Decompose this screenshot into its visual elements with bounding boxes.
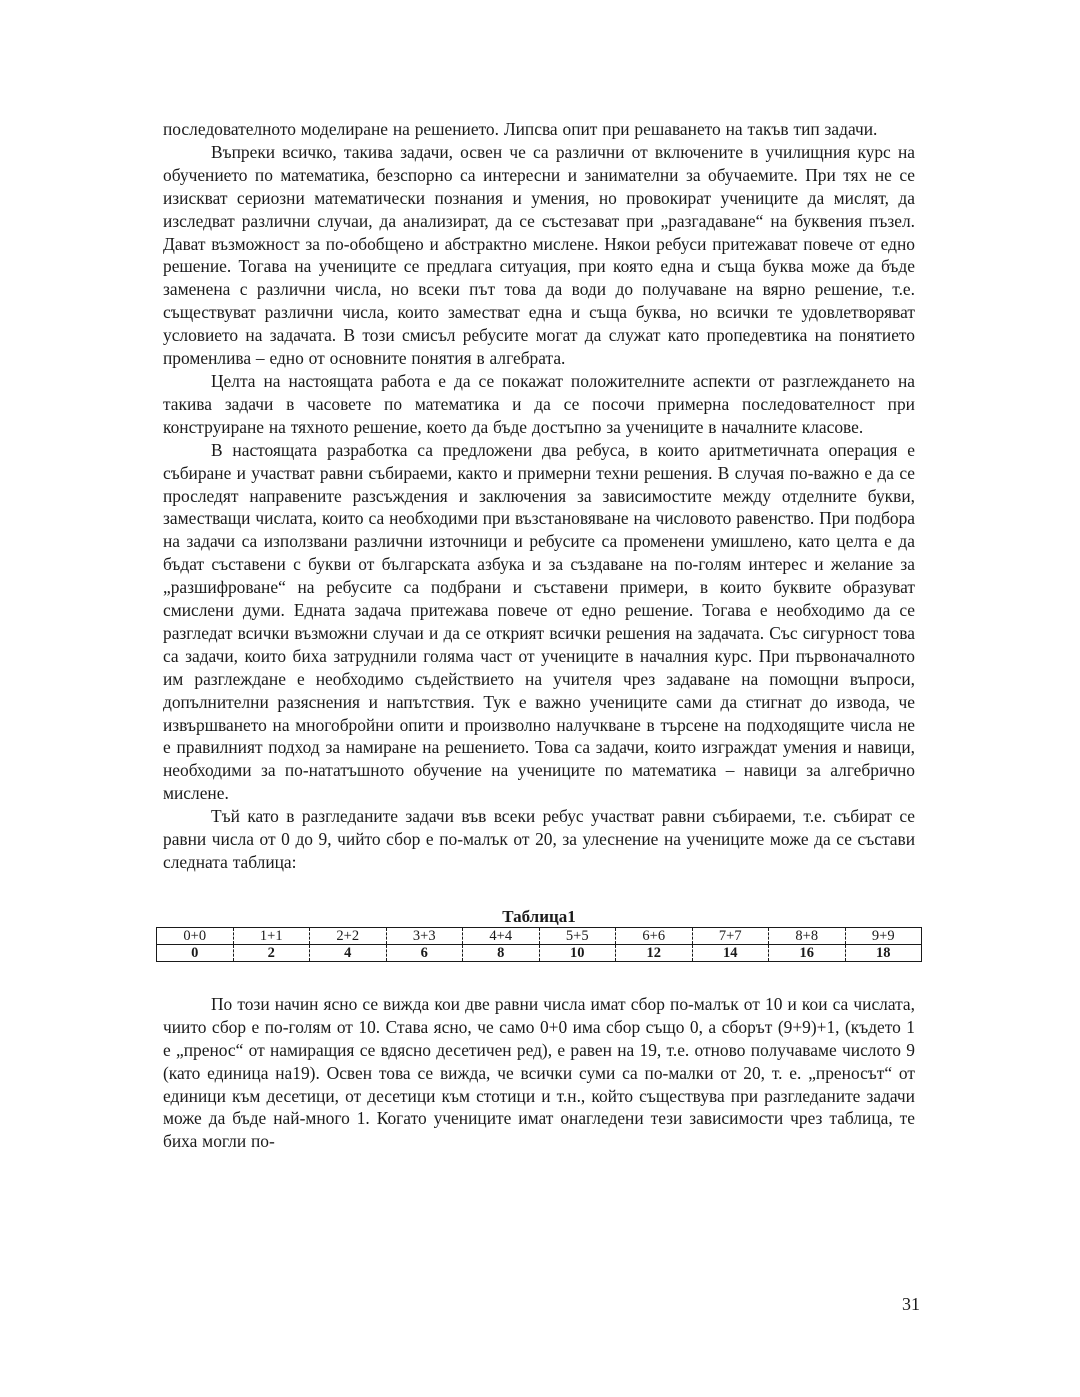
table-cell-expression: 0+0 (157, 927, 234, 944)
table-row-expressions (157, 927, 922, 944)
paragraph-goal: Целта на настоящата работа е да се покажат положителните аспекти от разглеждането на такива задачи в часовете по математика и да се посочи примерна последователност при конструиране на тяхното решение, което да бъде достъпно за учениците в началните класове. (163, 370, 915, 437)
table-cell-sum: 4 (310, 944, 387, 961)
table-cell-sum: 2 (233, 944, 310, 961)
paragraph-after-table: По този начин ясно се вижда кои две равни числа имат сбор по-малък от 10 и кои са числата, чиито сбор е по-голям от 10. Става ясно, че само 0+0 има сбор също 0, а сборът (9+9)+1, (където 1 е „пренос“ от намиращия се вдясно десетичен ред), е равен на 19, т.е. отново получаваме числото 9 (като единица на19). Освен това се вижда, че всички суми са по-малки от 20, т. е. „преносът“ от единици към десетици, от десетици към стотици и т.н., който съществува при разгледаните задачи може да бъде най-много 1. Когато учениците имат онагледени тези зависимости чрез таблица, те биха могли по- (163, 993, 915, 1152)
table-cell-sum: 10 (539, 944, 616, 961)
table-cell-expression: 2+2 (310, 927, 387, 944)
paragraph-rebus-benefits: Въпреки всичко, такива задачи, освен че са различни от включените в училищния курс на обучението по математика, безспорно са интересни и занимателни за обучаемите. При тях не се изискват сериозни математически познания и умения, но провокират учениците да мислят, да изследват различни случаи, да анализират, да се състезават при „разгадаване“ на буквения пъзел. Дават възможност за по-обобщено и абстрактно мислене. Някои ребуси притежават повече от едно решение. Тогава на учениците се предлага ситуация, при която една и съща буква може да бъде заменена с различни числа, но всеки път това да води до получаване на вярно решение, т.е. съществуват различни числа, които заместват една и съща буква, но всички те удовлетворяват условието на задачата. В този смисъл ребусите могат да служат като пропедевтика на понятието променлива – едно от основните понятия в алгебрата. (163, 141, 915, 369)
table-cell-expression: 4+4 (463, 927, 540, 944)
paragraph-table-intro: Тъй като в разгледаните задачи във всеки ребус участват равни събираеми, т.е. събират се равни числа от 0 до 9, чийто сбор е по-малък от 20, за улеснение на учениците може да се състави следната таблица: (163, 806, 915, 872)
sums-table-block (163, 908, 915, 962)
table-cell-expression: 7+7 (692, 927, 769, 944)
table-cell-expression: 8+8 (769, 927, 846, 944)
paragraph-development: В настоящата разработка са предложени два ребуса, в които аритметичната операция е събиране и участват равни събираеми, както и примерни техни решения. В случая по-важно е да се проследят направените разсъждения и заключения за зависимостите между отделните букви, заместващи числата, които са необходими при възстановяване на числовото равенство. При подбора на задачи са използвани различни източници и ребусите са променени умишлено, като целта е да бъдат съставени с букви от българската азбука и за създаване на по-голям интерес и желание за „разшифроване“ на ребусите са подбрани и съставени примери, в които буквите образуват смислени думи. Едната задача притежава повече от едно решение. Тогава е необходимо да се разгледат всички възможни случаи и да се открият всички решения на задачата. Със сигурност това са задачи, които биха затруднили голяма част от учениците в началния курс. При първоначалното им разглеждане е необходимо съдействието на учителя чрез задаване на помощни въпроси, допълнителни разяснения и напътствия. Тук е важно учениците сами да стигнат до извода, че извършването на многобройни опити и произволно налучкване в търсене на подходящите числа не е правилният подход за намиране на решението. Това са задачи, които изграждат умения и навици, необходими за по-нататъшното обучение на учениците по математика – навици за алгебрично мислене. (163, 439, 915, 804)
table-cell-expression: 3+3 (386, 927, 463, 944)
page-number: 31 (902, 1294, 920, 1314)
table-cell-sum: 12 (616, 944, 693, 961)
table-cell-sum: 6 (386, 944, 463, 961)
table-cell-expression: 9+9 (845, 927, 922, 944)
table-row-sums (157, 944, 922, 961)
table-cell-expression: 5+5 (539, 927, 616, 944)
table-cell-sum: 18 (845, 944, 922, 961)
page-body (163, 118, 915, 1153)
sums-table (156, 927, 922, 962)
table-cell-expression: 1+1 (233, 927, 310, 944)
table-cell-expression: 6+6 (616, 927, 693, 944)
table-cell-sum: 14 (692, 944, 769, 961)
table-cell-sum: 8 (463, 944, 540, 961)
table-cell-sum: 0 (157, 944, 234, 961)
table-cell-sum: 16 (769, 944, 846, 961)
paragraph-continuation: последователното моделиране на решението. Липсва опит при решаването на такъв тип задачи. (163, 119, 878, 139)
table-caption: Таблица1 (502, 906, 576, 926)
